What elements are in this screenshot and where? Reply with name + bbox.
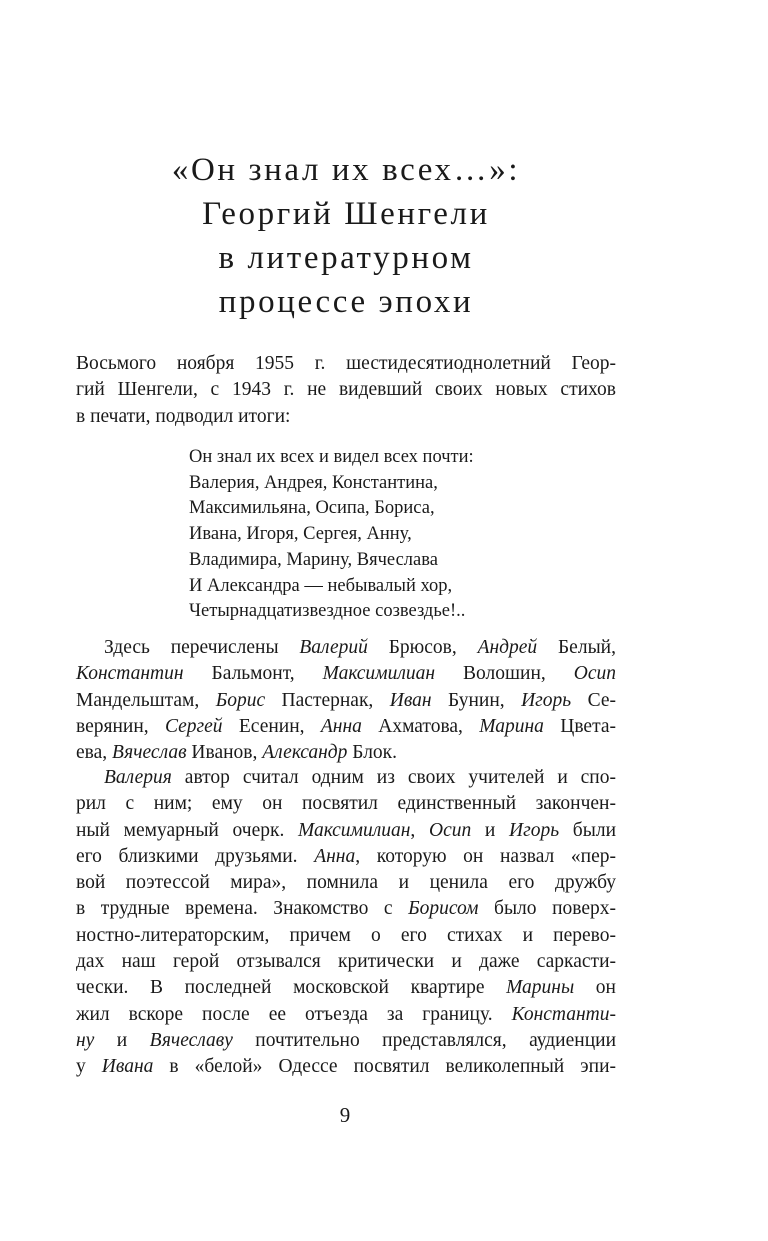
title-line-3: в литературном [218, 240, 474, 276]
italic-name: Марины [506, 977, 575, 999]
para2-line-10 [76, 1002, 616, 1028]
para1-line-5 [76, 740, 616, 766]
text-run: Есенин, [222, 715, 321, 737]
poem-line-7: Четырнадцатизвездное созвездье!.. [189, 601, 466, 622]
italic-name: Максимилиан [298, 819, 411, 841]
para2-line-4 [76, 844, 616, 870]
text-run: Брюсов, [367, 637, 478, 658]
title-line-4: процессе эпохи [218, 284, 474, 320]
italic-name: Андрей [477, 637, 538, 658]
para2-line-11 [76, 1028, 616, 1054]
intro-line-1: Восьмого ноября 1955 г. шестидесятиоднолетний Геор- [76, 353, 616, 374]
poem-line-3: Максимильяна, Осипа, Бориса, [189, 498, 435, 519]
text-run: верянин, [76, 715, 165, 737]
text-run: автор считал одним из своих учителей и спо- [171, 767, 616, 788]
poem-line-6: И Александра — небывалый хор, [189, 575, 453, 596]
text-run: Пастернак, [265, 689, 390, 711]
text-run: вой поэтессой мира», помнила и ценила его дружбу [76, 872, 616, 894]
text-run: его близкими друзьями. [76, 845, 315, 867]
italic-name: Марина [479, 715, 544, 737]
para2-line-7 [76, 923, 616, 949]
title-line-1: «Он знал их всех…»: [171, 152, 521, 188]
intro-line-3: в печати, подводил итоги: [76, 405, 291, 427]
text-run: в «белой» Одессе посвятил великолепный эпи- [153, 1056, 617, 1078]
italic-name: Вячеслав [112, 742, 187, 764]
italic-name: Константи- [511, 1003, 616, 1025]
text-run: Мандельштам, [76, 689, 216, 711]
text-run: Се- [571, 689, 616, 711]
text-run: Волошин, [435, 663, 574, 685]
text-run: у [76, 1056, 102, 1078]
italic-name: Александр [262, 742, 348, 764]
poem-line-5: Владимира, Марину, Вячеслава [189, 549, 438, 570]
text-run: чески. В последней московской квартире [76, 977, 507, 999]
text-run: и [94, 1029, 150, 1051]
text-run: почтительно представлялся, аудиенции [232, 1029, 617, 1051]
para2-line-12 [76, 1054, 616, 1080]
text-run: было поверх- [478, 898, 617, 920]
chapter-title [76, 148, 616, 324]
italic-name: Игорь [509, 819, 560, 841]
text-run: дах наш герой отзывался критически и даже саркасти- [76, 951, 616, 973]
italic-name: ну [76, 1029, 95, 1051]
italic-name: Осип [573, 663, 616, 685]
para1-line-4 [76, 714, 616, 740]
para2-line-8 [76, 949, 616, 975]
intro-line-2: гий Шенгели, с 1943 г. не видевший своих новых стихов [76, 379, 616, 401]
italic-name: Валерий [299, 637, 368, 658]
text-run: Цвета- [543, 715, 616, 737]
italic-name: Анна [320, 715, 362, 737]
italic-name: Борисом [408, 898, 479, 920]
para2-line-1 [76, 765, 616, 791]
text-run: Ахматова, [361, 715, 480, 737]
text-run: были [559, 819, 616, 841]
italic-name: Валерия [104, 767, 172, 788]
text-run: Здесь перечислены [104, 637, 300, 658]
para1-line-2 [76, 661, 616, 687]
italic-name: Анна [314, 845, 356, 867]
intro-paragraph [76, 351, 616, 430]
text-run: ева, [76, 742, 113, 764]
para1-line-1 [76, 635, 616, 661]
text-run: Белый, [537, 637, 616, 658]
para1-line-3 [76, 688, 616, 714]
italic-name: Сергей [165, 715, 223, 737]
poem-quote [189, 445, 474, 625]
para2-line-9 [76, 975, 616, 1001]
poem-line-2: Валерия, Андрея, Константина, [189, 472, 438, 493]
text-run: рил с ним; ему он посвятил единственный закончен- [76, 793, 616, 815]
text-run: Иванов, [186, 742, 263, 764]
italic-name: Максимилиан [322, 663, 436, 685]
para2-line-6 [76, 896, 616, 922]
italic-name: Иван [389, 689, 432, 711]
italic-name: Вячеславу [149, 1029, 233, 1051]
italic-name: Борис [215, 689, 266, 711]
text-run: ный мемуарный очерк. [76, 819, 299, 841]
italic-name: Осип [428, 819, 472, 841]
para2-line-2 [76, 791, 616, 817]
page-number: 9 [339, 1103, 351, 1127]
text-run: , которую он назвал «пер- [355, 845, 617, 867]
poem-line-1: Он знал их всех и видел всех почти: [189, 447, 474, 467]
text-run: , [410, 819, 429, 841]
text-run: Блок. [347, 742, 398, 764]
text-run: Бальмонт, [183, 663, 323, 685]
text-run: Бунин, [431, 689, 522, 711]
text-run: в трудные времена. Знакомство с [76, 898, 409, 920]
text-run: жил вскоре после ее отъезда за границу. [76, 1003, 512, 1025]
text-run: и [471, 819, 510, 841]
poem-line-4: Ивана, Игоря, Сергея, Анну, [189, 524, 412, 545]
italic-name: Игорь [521, 689, 572, 711]
relations-paragraph [76, 765, 616, 1081]
italic-name: Константин [76, 663, 184, 685]
para2-line-5 [76, 870, 616, 896]
para2-line-3 [76, 818, 616, 844]
italic-name: Ивана [101, 1056, 154, 1078]
text-run: он [574, 977, 616, 999]
text-run: ностно-литераторским, причем о его стихах и перево- [76, 924, 616, 946]
names-paragraph [76, 635, 616, 766]
title-line-2: Георгий Шенгели [202, 196, 490, 232]
